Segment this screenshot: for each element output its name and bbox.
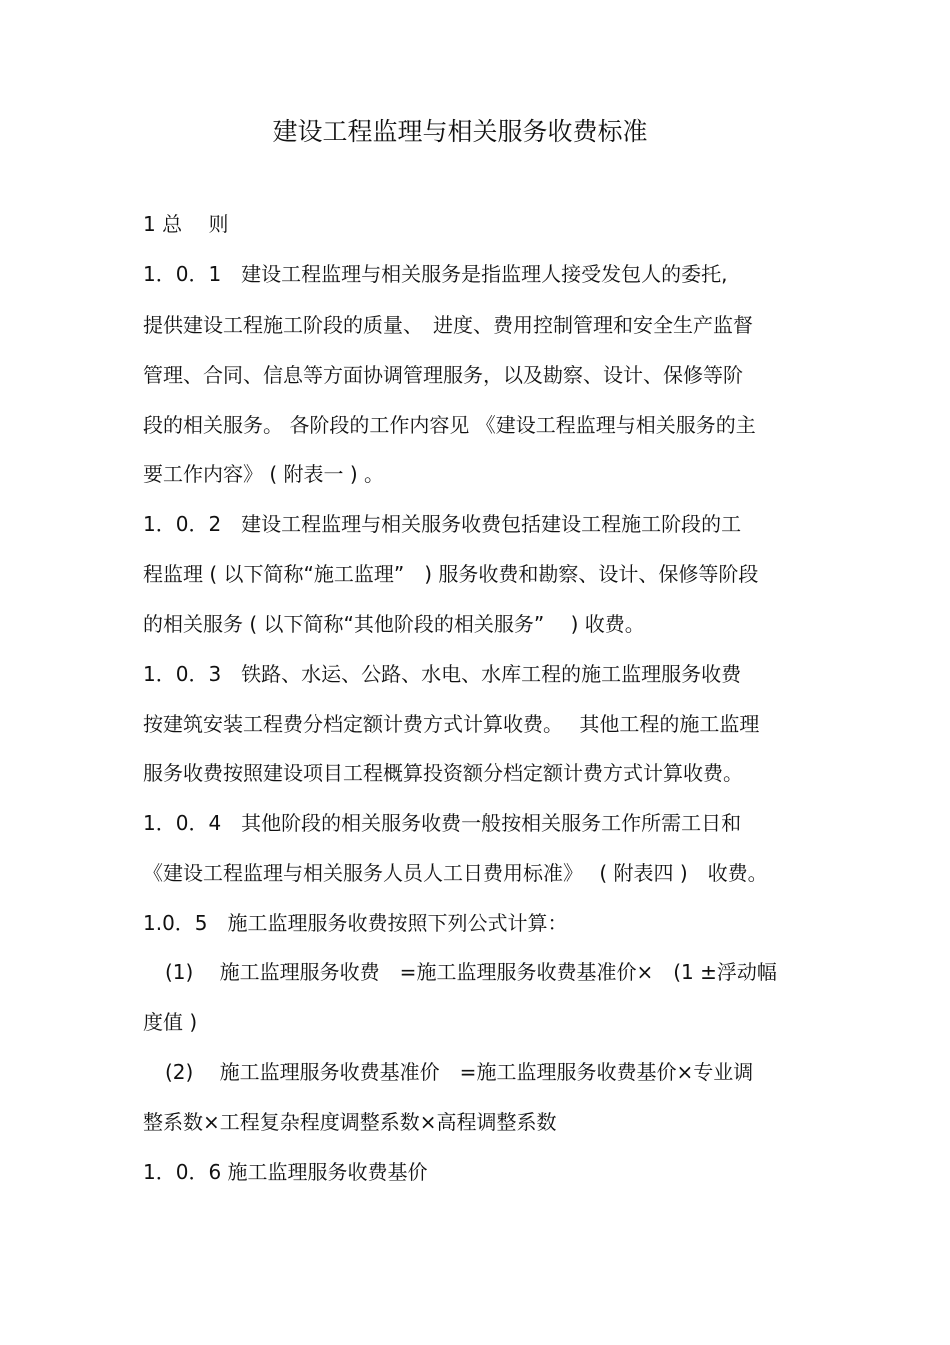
paragraph-line: 管理、合同、信息等方面协调管理服务，以及勘察、设计、保修等阶 (143, 363, 743, 387)
paragraph-line: 《建设工程监理与相关服务人员人工日费用标准》 ( 附表四 ) 收费。 (143, 861, 768, 885)
formula-line: (1) 施工监理服务收费 =施工监理服务收费基准价× (1 ±浮动幅 (165, 960, 777, 984)
formula-line: 度值 ) (143, 1010, 198, 1034)
paragraph-line: 要工作内容》 ( 附表一 ) 。 (143, 462, 385, 486)
paragraph-line: 程监理 ( 以下简称“施工监理” ) 服务收费和勘察、设计、保修等阶段 (143, 562, 759, 586)
paragraph-line: 1．0．4 其他阶段的相关服务收费一般按相关服务工作所需工日和 (143, 811, 742, 835)
paragraph-line: 1．0．2 建设工程监理与相关服务收费包括建设工程施工阶段的工 (143, 512, 742, 536)
paragraph-line: 1.0．5 施工监理服务收费按照下列公式计算： (143, 911, 568, 935)
formula-line: 整系数×工程复杂程度调整系数×高程调整系数 (143, 1110, 557, 1134)
paragraph-line: 按建筑安装工程费分档定额计费方式计算收费。 其他工程的施工监理 (143, 712, 760, 736)
paragraph-line: 的相关服务 ( 以下简称“其他阶段的相关服务” ) 收费。 (143, 612, 645, 636)
paragraph-line: 1．0．1 建设工程监理与相关服务是指监理人接受发包人的委托, (143, 262, 728, 286)
paragraph-line: 1．0．3 铁路、水运、公路、水电、水库工程的施工监理服务收费 (143, 662, 742, 686)
document-title: 建设工程监理与相关服务收费标准 (272, 117, 648, 146)
section-heading: 1 总 则 (143, 212, 229, 236)
formula-line: (2) 施工监理服务收费基准价 =施工监理服务收费基价×专业调 (165, 1060, 754, 1084)
paragraph-line: 1．0．6 施工监理服务收费基价 (143, 1160, 428, 1184)
paragraph-line: 提供建设工程施工阶段的质量、 进度、费用控制管理和安全生产监督 (143, 313, 753, 337)
paragraph-line: 服务收费按照建设项目工程概算投资额分档定额计费方式计算收费。 (143, 761, 743, 785)
paragraph-line: 段的相关服务。 各阶段的工作内容见 《建设工程监理与相关服务的主 (143, 413, 756, 437)
